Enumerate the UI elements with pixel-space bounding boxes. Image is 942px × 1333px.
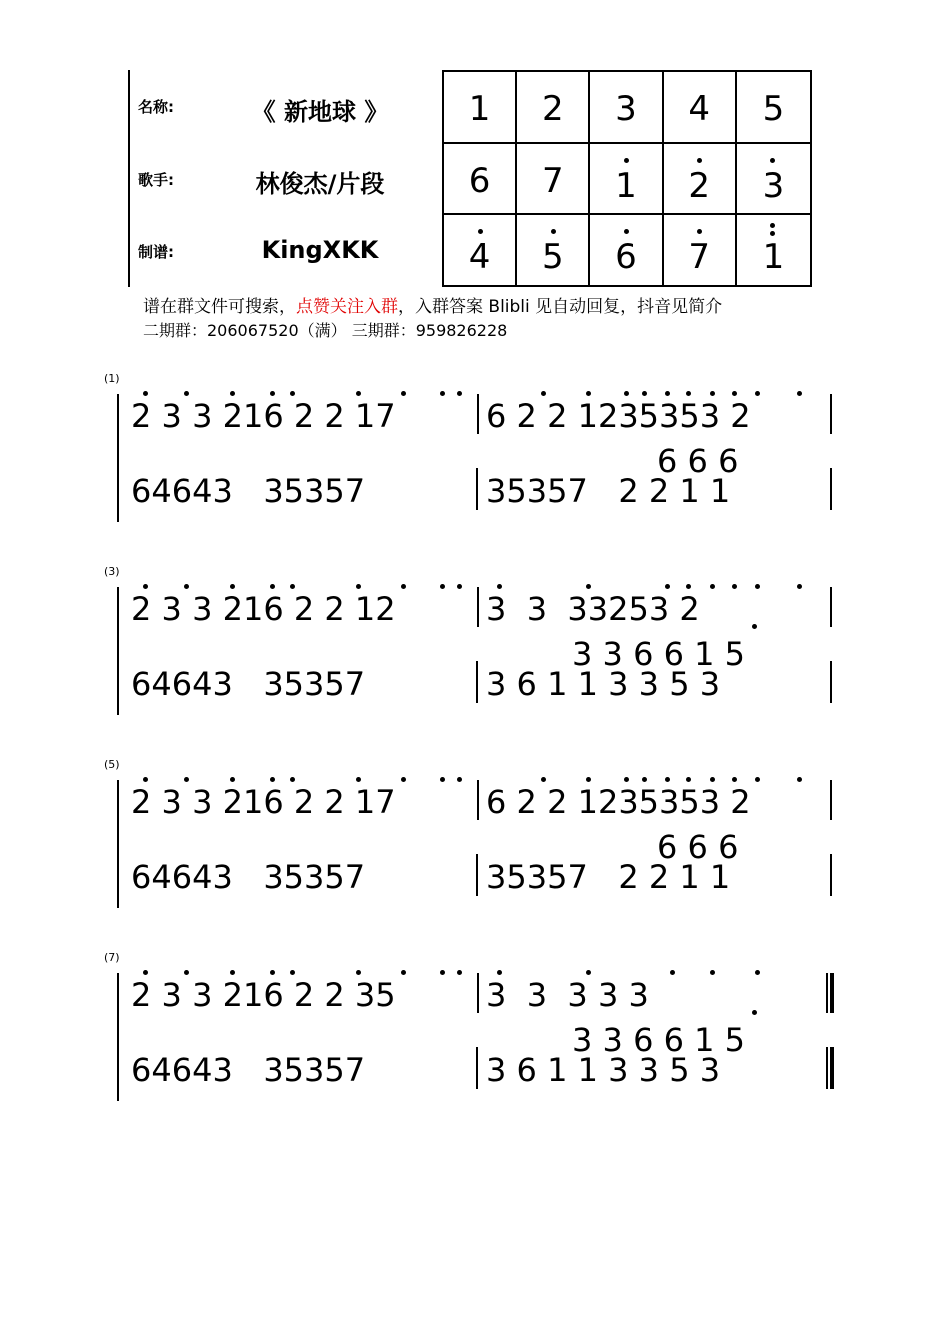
- octave-dot: [670, 970, 675, 975]
- octave-dot: [290, 584, 295, 589]
- upper-mid-barline: [477, 587, 479, 627]
- key-cell: [737, 144, 810, 216]
- octave-dot: [440, 777, 445, 782]
- lower-mid-barline: [476, 661, 478, 703]
- octave-dot: [665, 777, 670, 782]
- octave-dot: [356, 584, 361, 589]
- notice-line-1-end: ，入群答案 Blibli 见自动回复，抖音见简介: [398, 297, 723, 317]
- octave-dot: [551, 229, 556, 234]
- key-cell-number: 3: [762, 165, 785, 206]
- lower-chord-top: 3 3 6 6 1 5: [572, 1021, 746, 1059]
- octave-dot: [401, 584, 406, 589]
- upper-melody-right: 6 2 2 1235353 2: [486, 397, 751, 435]
- key-cell-number: 1: [468, 89, 491, 129]
- title-label: 名称:: [138, 98, 174, 116]
- octave-dot: [230, 970, 235, 975]
- notice-line-1-start: 谱在群文件可搜索，: [143, 297, 296, 317]
- octave-dot: [478, 229, 483, 234]
- octave-dot: [710, 970, 715, 975]
- octave-dot: [401, 391, 406, 396]
- octave-dot: [440, 584, 445, 589]
- octave-dot: [356, 970, 361, 975]
- octave-dot: [755, 584, 760, 589]
- measure-number: (5): [104, 758, 120, 771]
- octave-dot: [642, 391, 647, 396]
- octave-dot: [770, 223, 775, 228]
- upper-mid-barline: [477, 973, 479, 1013]
- final-barline-thick-upper: [826, 973, 828, 1013]
- upper-melody-left: 2 3 3 216 2 2 17: [131, 783, 396, 821]
- octave-dot: [710, 584, 715, 589]
- octave-dot: [586, 777, 591, 782]
- octave-dot: [270, 970, 275, 975]
- header-left-rule: [128, 70, 130, 287]
- octave-dot: [541, 777, 546, 782]
- upper-end-barline: [830, 780, 832, 820]
- octave-dot: [797, 584, 802, 589]
- notice-highlight: 点赞关注入群: [296, 297, 398, 317]
- octave-dot: [270, 391, 275, 396]
- upper-mid-barline: [477, 780, 479, 820]
- octave-dot: [732, 391, 737, 396]
- octave-dot: [752, 1010, 757, 1015]
- measure-number: (1): [104, 372, 120, 385]
- key-cell-number: 3: [615, 89, 637, 129]
- octave-dot: [710, 391, 715, 396]
- lower-accomp-right: 35357 2 2 1 1: [486, 472, 731, 510]
- lower-accomp-left: 64643 35357: [131, 665, 366, 703]
- notice-line-1: [143, 292, 722, 317]
- octave-dot: [752, 624, 757, 629]
- octave-dot: [686, 777, 691, 782]
- key-cell-number: 5: [762, 89, 785, 129]
- octave-dot: [665, 584, 670, 589]
- upper-melody-left: 2 3 3 216 2 2 35: [131, 976, 396, 1014]
- upper-mid-barline: [477, 394, 479, 434]
- key-cell: [664, 144, 737, 216]
- key-cell: [444, 215, 517, 287]
- octave-dot: [797, 777, 802, 782]
- key-cell-number: 4: [468, 237, 491, 278]
- octave-dot: [755, 970, 760, 975]
- key-cell: [444, 144, 517, 216]
- octave-dot: [401, 970, 406, 975]
- arranger-name: KingXKK: [261, 236, 379, 264]
- arranger-label: 制谱:: [138, 243, 174, 261]
- key-cell: [737, 215, 810, 287]
- lower-accomp-left: 64643 35357: [131, 472, 366, 510]
- upper-melody-right: 3 3 3 3 3: [486, 976, 649, 1014]
- lower-chord-top: 6 6 6: [657, 442, 739, 480]
- measure-number: (7): [104, 951, 120, 964]
- octave-dot: [586, 391, 591, 396]
- upper-end-barline: [830, 587, 832, 627]
- octave-dot: [624, 391, 629, 396]
- lower-chord-top: 6 6 6: [657, 828, 739, 866]
- upper-end-barline: [830, 973, 834, 1013]
- lower-end-barline: [830, 661, 832, 703]
- lower-mid-barline: [476, 468, 478, 510]
- octave-dot: [497, 584, 502, 589]
- octave-dot: [732, 584, 737, 589]
- octave-dot: [184, 584, 189, 589]
- octave-dot: [665, 391, 670, 396]
- upper-melody-right: 3 3 33253 2: [486, 590, 700, 628]
- octave-dot: [686, 584, 691, 589]
- singer-label: 歌手:: [138, 171, 174, 189]
- key-cell-number: 6: [615, 237, 637, 278]
- octave-dot: [230, 391, 235, 396]
- octave-dot: [230, 777, 235, 782]
- octave-dot: [270, 777, 275, 782]
- octave-dot: [697, 158, 702, 163]
- octave-dot: [642, 777, 647, 782]
- key-cell-number: 1: [615, 165, 637, 206]
- octave-dot: [290, 970, 295, 975]
- octave-dot: [356, 777, 361, 782]
- octave-dot: [697, 229, 702, 234]
- key-cell: [517, 144, 590, 216]
- key-cell: [590, 215, 663, 287]
- octave-dot: [143, 970, 148, 975]
- octave-dot: [356, 391, 361, 396]
- octave-dot: [143, 391, 148, 396]
- octave-dot: [290, 777, 295, 782]
- octave-dot: [732, 777, 737, 782]
- key-cell-number: 2: [541, 89, 564, 129]
- key-cell-number: 7: [541, 160, 564, 201]
- octave-dot: [541, 391, 546, 396]
- octave-dot: [230, 584, 235, 589]
- key-cell: [444, 72, 517, 144]
- octave-dot: [755, 777, 760, 782]
- octave-dot: [143, 777, 148, 782]
- final-barline-thick-lower: [826, 1047, 828, 1089]
- upper-end-barline: [830, 394, 832, 434]
- octave-dot: [624, 777, 629, 782]
- key-cell: [517, 72, 590, 144]
- key-cell: [737, 72, 810, 144]
- octave-dot: [143, 584, 148, 589]
- key-cell-number: 5: [541, 237, 564, 278]
- octave-dot: [586, 584, 591, 589]
- singer-name: 林俊杰/片段: [255, 170, 385, 198]
- octave-dot: [270, 584, 275, 589]
- octave-dot: [624, 158, 629, 163]
- upper-melody-left: 2 3 3 216 2 2 17: [131, 397, 396, 435]
- system-brace-line: [117, 973, 119, 1101]
- notice-line-2: 二期群：206067520（满） 三期群：959826228: [143, 321, 508, 340]
- key-cell-number: 4: [688, 89, 710, 129]
- lower-accomp-left: 64643 35357: [131, 1051, 366, 1089]
- lower-accomp-left: 64643 35357: [131, 858, 366, 896]
- upper-melody-left: 2 3 3 216 2 2 12: [131, 590, 396, 628]
- octave-dot: [457, 970, 462, 975]
- key-cell: [590, 72, 663, 144]
- key-cell-number: 2: [688, 165, 710, 206]
- key-cell-number: 1: [762, 237, 785, 278]
- key-cell-number: 6: [468, 160, 491, 201]
- system-brace-line: [117, 780, 119, 908]
- lower-chord-top: 3 3 6 6 1 5: [572, 635, 746, 673]
- note-key-grid: [442, 70, 812, 287]
- octave-dot: [184, 777, 189, 782]
- measure-number: (3): [104, 565, 120, 578]
- lower-end-barline: [830, 1047, 834, 1089]
- lower-accomp-right: 35357 2 2 1 1: [486, 858, 731, 896]
- system-brace-line: [117, 394, 119, 522]
- song-title: 《 新地球 》: [251, 98, 389, 126]
- octave-dot: [797, 391, 802, 396]
- lower-mid-barline: [476, 1047, 478, 1089]
- octave-dot: [686, 391, 691, 396]
- key-cell-number: 7: [688, 237, 710, 278]
- lower-end-barline: [830, 468, 832, 510]
- lower-accomp-right: 3 6 1 1 3 3 5 3: [486, 1051, 721, 1089]
- octave-dot: [440, 970, 445, 975]
- octave-dot: [770, 158, 775, 163]
- system-brace-line: [117, 587, 119, 715]
- lower-mid-barline: [476, 854, 478, 896]
- key-cell: [664, 215, 737, 287]
- lower-accomp-right: 3 6 1 1 3 3 5 3: [486, 665, 721, 703]
- octave-dot: [184, 970, 189, 975]
- octave-dot: [440, 391, 445, 396]
- octave-dot: [184, 391, 189, 396]
- octave-dot: [457, 777, 462, 782]
- key-cell: [590, 144, 663, 216]
- lower-end-barline: [830, 854, 832, 896]
- octave-dot: [457, 584, 462, 589]
- key-cell: [664, 72, 737, 144]
- octave-dot: [624, 229, 629, 234]
- octave-dot: [755, 391, 760, 396]
- octave-dot: [710, 777, 715, 782]
- octave-dot: [401, 777, 406, 782]
- octave-dot: [457, 391, 462, 396]
- octave-dot: [497, 970, 502, 975]
- upper-melody-right: 6 2 2 1235353 2: [486, 783, 751, 821]
- key-cell: [517, 215, 590, 287]
- octave-dot: [290, 391, 295, 396]
- octave-dot: [770, 231, 775, 236]
- octave-dot: [586, 970, 591, 975]
